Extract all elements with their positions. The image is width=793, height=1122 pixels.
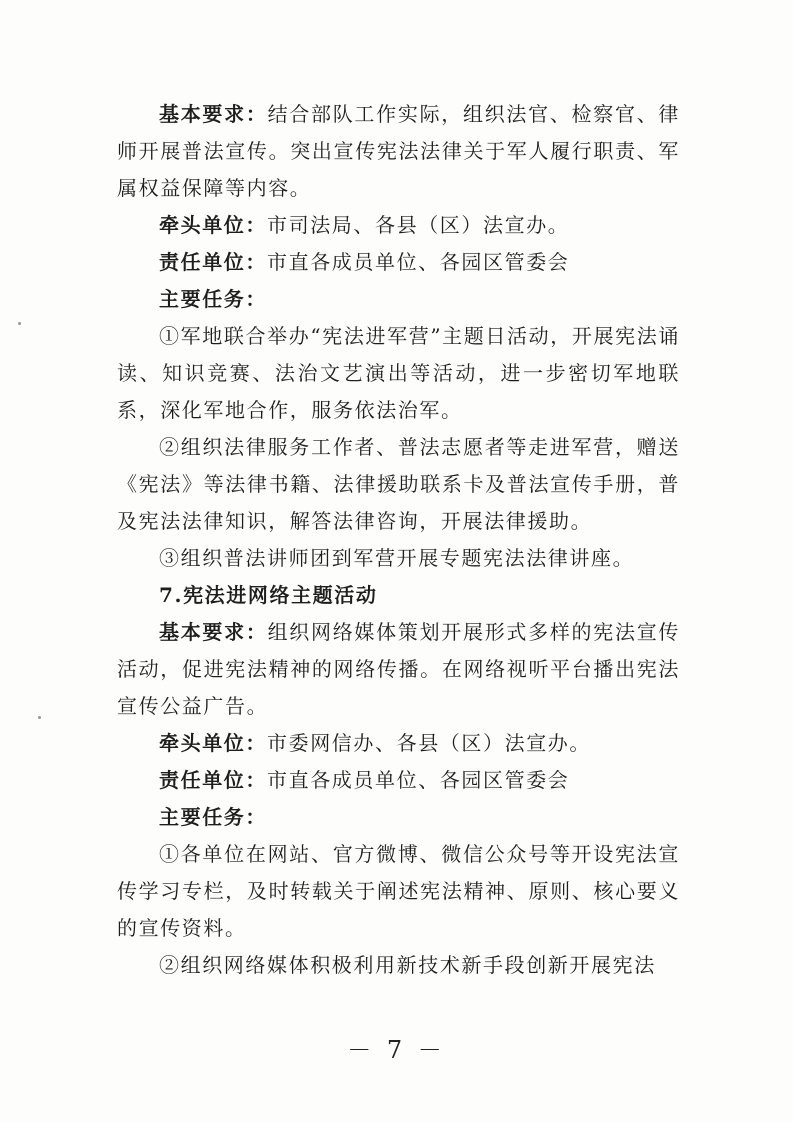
page-number: － 7 － xyxy=(347,1036,446,1064)
paragraph-label: 主要任务： xyxy=(159,287,267,311)
requirement-paragraph xyxy=(117,614,680,725)
paragraph-text: 市直各成员单位、各园区管委会 xyxy=(267,768,570,792)
paragraph-label: 牵头单位： xyxy=(159,731,267,755)
responsible-unit-paragraph xyxy=(117,762,680,799)
responsible-unit-paragraph xyxy=(117,244,680,281)
main-tasks-paragraph xyxy=(117,799,680,836)
scan-speck xyxy=(18,322,21,325)
paragraph-text: 市司法局、各县（区）法宣办。 xyxy=(267,213,570,237)
paragraph-text: 结合部队工作实际，组织法官、检察官、律师开展普法宣传。突出宣传宪法法律关于军人履行职责、军属权益保障等内容。 xyxy=(117,102,681,200)
section-heading-text: 7.宪法进网络主题活动 xyxy=(159,583,378,607)
section-heading xyxy=(117,577,680,614)
paragraph-label: 责任单位： xyxy=(159,250,267,274)
paragraph-text: ②组织网络媒体积极利用新技术新手段创新开展宪法 xyxy=(159,953,656,977)
task-paragraph xyxy=(117,947,680,984)
paragraph-label: 基本要求： xyxy=(159,102,268,126)
task-paragraph xyxy=(117,836,680,947)
paragraph-text: 市委网信办、各县（区）法宣办。 xyxy=(267,731,591,755)
page-content xyxy=(117,96,680,984)
paragraph-label: 牵头单位： xyxy=(159,213,267,237)
paragraph-label: 基本要求： xyxy=(159,620,268,644)
paragraph-text: ③组织普法讲师团到军营开展专题宪法法律讲座。 xyxy=(159,546,635,570)
lead-unit-paragraph xyxy=(117,207,680,244)
paragraph-text: 市直各成员单位、各园区管委会 xyxy=(267,250,570,274)
paragraph-label: 责任单位： xyxy=(159,768,267,792)
task-paragraph xyxy=(117,318,680,429)
paragraph-text: ①各单位在网站、官方微博、微信公众号等开设宪法宣传学习专栏，及时转载关于阐述宪法精神、原则、核心要义的宣传资料。 xyxy=(117,842,680,940)
paragraph-text: ②组织法律服务工作者、普法志愿者等走进军营，赠送《宪法》等法律书籍、法律援助联系卡及普法宣传手册，普及宪法法律知识，解答法律咨询，开展法律援助。 xyxy=(117,435,680,533)
paragraph-text: ①军地联合举办“宪法进军营”主题日活动，开展宪法诵读、知识竞赛、法治文艺演出等活动，进一步密切军地联系，深化军地合作，服务依法治军。 xyxy=(117,324,680,422)
paragraph-text: 组织网络媒体策划开展形式多样的宪法宣传活动，促进宪法精神的网络传播。在网络视听平台播出宪法宣传公益广告。 xyxy=(117,620,681,718)
main-tasks-paragraph xyxy=(117,281,680,318)
task-paragraph xyxy=(117,540,680,577)
requirement-paragraph xyxy=(117,96,680,207)
paragraph-label: 主要任务： xyxy=(159,805,267,829)
scan-speck xyxy=(38,716,41,719)
task-paragraph xyxy=(117,429,680,540)
lead-unit-paragraph xyxy=(117,725,680,762)
